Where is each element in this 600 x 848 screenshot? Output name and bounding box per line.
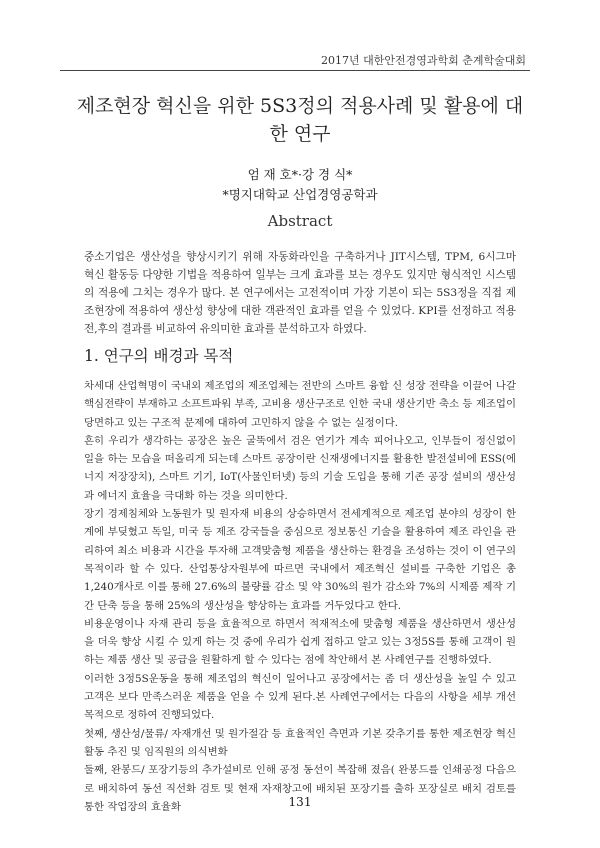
paper-title: 제조현장 혁신을 위한 5S3정의 적용사례 및 활용에 대한 연구 [76, 95, 524, 145]
paragraph: 둘째, 완봉드/ 포장기등의 추가설비로 인해 공정 동선이 복잡해 졌음( 완봉드를 인쇄공정 다음으로 배치하여 동선 직선화 검토 및 현재 자재창고에 배치된 포장기를 출하 포장실로 배치 검토를 통한 작업장의 효율화 [84, 764, 516, 813]
header-divider [60, 70, 530, 71]
abstract-text: 중소기업은 생산성을 향상시키기 위해 자동화라인을 구축하거나 JIT시스템, TPM, 6시그마 혁신 활동등 다양한 기법을 적용하여 일부는 크게 효과를 보는 경우도 있지만 형식적인 시스템의 적용에 그치는 경우가 많다. 본 연구에서는 고전적이며 가장 기본이 되는 5S3정을 직접 제조현장에 적용하여 생산성 향상에 대한 객관적인 효과를 얻을 수 있었다. KPI를 선정하고 적용전,후의 결과를 비교하여 유의미한 효과를 분석하고자 하였다. [84, 251, 516, 335]
abstract-heading: Abstract [267, 212, 333, 230]
page-number: 131 [288, 795, 312, 809]
section-heading: 1. 연구의 배경과 목적 [84, 347, 234, 365]
paragraph: 장기 경제침체와 노동원가 및 원자재 비용의 상승하면서 전세계적으로 제조업 분야의 성장이 한계에 부딪혔고 독일, 미국 등 제조 강국들을 중심으로 정보통신 기술을 활용하여 제조 라인을 관리하여 최소 비용과 시간을 투자해 고객맞춤형 제품을 생산하는 환경을 조성하는 것이 이 연구의 목적이라 할 수 있다. 산업통상자원부에 따르면 국내에서 제조혁신 설비를 구축한 기업은 총 1,240개사로 이를 통해 27.6%의 불량률 감소 및 약 30%의 원가 감소와 7%의 시제품 제작 기간 단축 등을 통해 25%의 생산성을 향상하는 효과를 거두었다고 한다. [84, 508, 516, 612]
running-header [0, 0, 600, 70]
paper-authors: 엄 재 호*·강 경 식* [247, 167, 353, 182]
section-body [84, 377, 516, 816]
paragraph: 차세대 산업혁명이 국내외 제조업의 제조업체는 전반의 스마트 융합 신 성장 전략을 이끌어 나갈 핵심전략이 부재하고 소프트파워 부족, 고비용 생산구조로 인한 국내 생산기반 축소 등 제조업이 당면하고 있는 구조적 문제에 대하여 고민하지 않을 수 없는 실정이다. [84, 380, 516, 429]
paragraph: 비용운영이나 자재 관리 등을 효율적으로 하면서 적재적소에 맞춤형 제품을 생산하면서 생산성을 더욱 향상 시킬 수 있게 하는 것 중에 우리가 쉽게 접하고 알고 있는 3정5S를 통해 고객이 원하는 제품 생산 및 공급을 원활하게 할 수 있다는 점에 착안해서 본 사례연구를 진행하였다. [84, 617, 516, 667]
conference-name: 2017년 대한안전경영과학회 춘계학술대회 [320, 54, 526, 67]
author-affiliation: *명지대학교 산업경영공학과 [222, 187, 378, 202]
paragraph: 이러한 3정5S운동을 통해 제조업의 혁신이 일어나고 공장에서는 좀 더 생산성을 높일 수 있고 고객은 보다 만족스러운 제품을 얻을 수 있게 된다.본 사례연구에서는 다음의 사항을 세부 개선목적으로 정하여 진행되었다. [84, 672, 516, 722]
paragraph: 흔히 우리가 생각하는 공장은 높은 굴뚝에서 검은 연기가 계속 피어나오고, 인부들이 정신없이 일을 하는 모습을 떠올리게 되는데 스마트 공장이란 신재생에너지를 활용한 발전설비에 ESS(에너지 저장장치), 스마트 기기, IoT(사물인터넷) 등의 기술 도입을 통해 기존 공장 설비의 생산성과 에너지 효율을 극대화 하는 것을 의미한다. [84, 434, 516, 502]
paragraph: 첫째, 생산성/물류/ 자재개선 및 원가절감 등 효율적인 측면과 기본 갖추기를 통한 제조현장 혁신활동 추진 및 임직원의 의식변화 [84, 727, 516, 758]
